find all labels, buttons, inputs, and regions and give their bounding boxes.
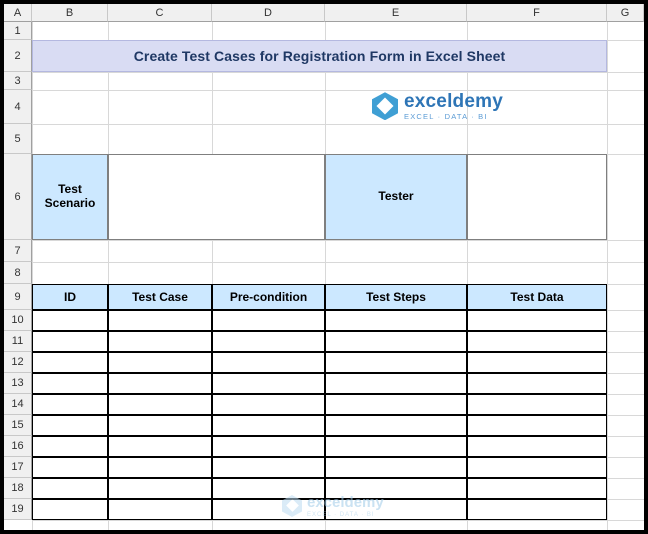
column-header-f[interactable]: F (467, 4, 607, 22)
watermark-name: exceldemy (307, 494, 384, 511)
column-header-c[interactable]: C (108, 4, 212, 22)
table-cell[interactable] (212, 373, 325, 394)
table-cell[interactable] (325, 331, 467, 352)
table-cell[interactable] (32, 373, 108, 394)
table-cell[interactable] (212, 352, 325, 373)
watermark-hexagon-icon (282, 495, 302, 517)
tester-label: Tester (325, 154, 467, 240)
table-header-test-data: Test Data (467, 284, 607, 310)
row-header-5[interactable]: 5 (4, 124, 32, 154)
watermark-tagline: EXCEL · DATA · BI (307, 512, 375, 518)
row-header-10[interactable]: 10 (4, 310, 32, 331)
table-cell[interactable] (325, 436, 467, 457)
table-cell[interactable] (212, 415, 325, 436)
row-header-16[interactable]: 16 (4, 436, 32, 457)
row-header-8[interactable]: 8 (4, 262, 32, 284)
table-cell[interactable] (467, 499, 607, 520)
row-header-2[interactable]: 2 (4, 40, 32, 72)
table-cell[interactable] (108, 457, 212, 478)
column-header-d[interactable]: D (212, 4, 325, 22)
table-cell[interactable] (467, 331, 607, 352)
row-header-9[interactable]: 9 (4, 284, 32, 310)
table-cell[interactable] (212, 331, 325, 352)
table-cell[interactable] (32, 478, 108, 499)
table-cell[interactable] (32, 352, 108, 373)
row-header-4[interactable]: 4 (4, 90, 32, 124)
table-cell[interactable] (32, 310, 108, 331)
cell-grid[interactable] (32, 22, 644, 530)
table-header-test-steps: Test Steps (325, 284, 467, 310)
table-cell[interactable] (212, 436, 325, 457)
row-header-17[interactable]: 17 (4, 457, 32, 478)
row-header-13[interactable]: 13 (4, 373, 32, 394)
row-header-12[interactable]: 12 (4, 352, 32, 373)
row-header-3[interactable]: 3 (4, 72, 32, 90)
row-header-7[interactable]: 7 (4, 240, 32, 262)
table-header-test-case: Test Case (108, 284, 212, 310)
column-header-row (4, 4, 644, 22)
test-scenario-label: Test Scenario (32, 154, 108, 240)
column-header-e[interactable]: E (325, 4, 467, 22)
table-cell[interactable] (212, 457, 325, 478)
sheet-title: Create Test Cases for Registration Form in Excel Sheet (32, 40, 607, 72)
exceldemy-logo (372, 92, 503, 121)
table-cell[interactable] (108, 310, 212, 331)
row-header-14[interactable]: 14 (4, 394, 32, 415)
table-cell[interactable] (325, 457, 467, 478)
table-cell[interactable] (32, 457, 108, 478)
table-cell[interactable] (32, 436, 108, 457)
row-header-18[interactable]: 18 (4, 478, 32, 499)
table-cell[interactable] (467, 457, 607, 478)
table-cell[interactable] (108, 436, 212, 457)
row-header-6[interactable]: 6 (4, 154, 32, 240)
worksheet-surface[interactable] (4, 4, 644, 530)
table-cell[interactable] (325, 310, 467, 331)
table-cell[interactable] (108, 478, 212, 499)
table-cell[interactable] (467, 373, 607, 394)
logo-tagline: EXCEL · DATA · BI (404, 112, 488, 121)
table-cell[interactable] (467, 436, 607, 457)
test-scenario-value-cell[interactable] (108, 154, 325, 240)
table-cell[interactable] (108, 373, 212, 394)
table-cell[interactable] (467, 415, 607, 436)
table-cell[interactable] (32, 394, 108, 415)
table-header-id: ID (32, 284, 108, 310)
table-cell[interactable] (108, 415, 212, 436)
table-cell[interactable] (108, 352, 212, 373)
table-cell[interactable] (325, 352, 467, 373)
table-cell[interactable] (32, 415, 108, 436)
column-header-a[interactable]: A (4, 4, 32, 22)
table-cell[interactable] (467, 352, 607, 373)
table-cell[interactable] (325, 415, 467, 436)
table-cell[interactable] (212, 310, 325, 331)
table-cell[interactable] (467, 394, 607, 415)
row-header-19[interactable]: 19 (4, 499, 32, 520)
table-cell[interactable] (325, 373, 467, 394)
table-cell[interactable] (212, 394, 325, 415)
table-cell[interactable] (32, 331, 108, 352)
row-header-15[interactable]: 15 (4, 415, 32, 436)
table-cell[interactable] (108, 331, 212, 352)
watermark-logo (282, 494, 384, 518)
column-header-g[interactable]: G (607, 4, 644, 22)
row-header-1[interactable]: 1 (4, 22, 32, 40)
table-cell[interactable] (467, 310, 607, 331)
table-cell[interactable] (108, 499, 212, 520)
hexagon-logo-icon (372, 92, 398, 120)
table-cell[interactable] (108, 394, 212, 415)
table-cell[interactable] (32, 499, 108, 520)
table-header-pre-condition: Pre-condition (212, 284, 325, 310)
tester-value-cell[interactable] (467, 154, 607, 240)
row-header-11[interactable]: 11 (4, 331, 32, 352)
table-cell[interactable] (467, 478, 607, 499)
column-header-b[interactable]: B (32, 4, 108, 22)
logo-name: exceldemy (404, 91, 503, 112)
table-cell[interactable] (325, 394, 467, 415)
